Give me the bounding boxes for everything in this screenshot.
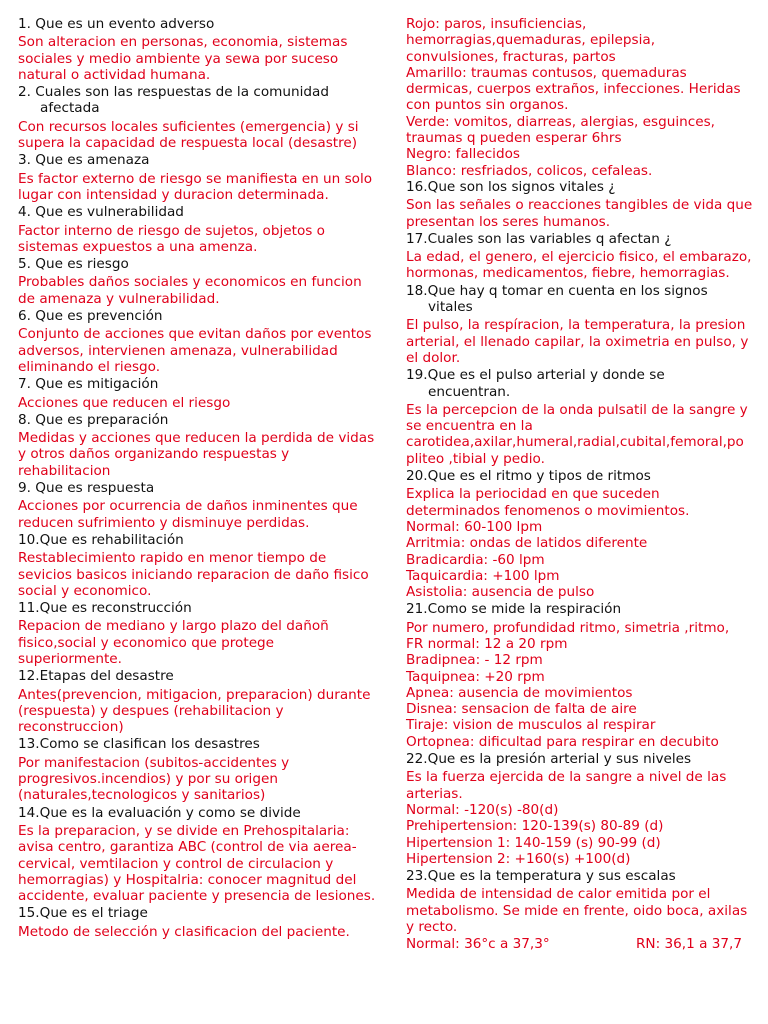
answer-7: Acciones que reducen el riesgo [18,394,231,411]
question-2: 2. Cuales son las respuestas de la comunidad [18,84,329,101]
question-16: 16.Que son los signos vitales ¿ [406,178,616,195]
qa-item-15 [18,905,380,940]
question-23: 23.Que es la temperatura y sus escalas [406,868,676,885]
qa-item-14 [18,805,380,905]
answer-18: El pulso, la respíracion, la temperatura, la presion arterial, el llenado capilar, la oximetria en pulso, y el dolor. [406,317,749,366]
question-9: 9. Que es respuesta [18,480,155,497]
qa-item-12 [18,668,380,735]
question-11: 11.Que es reconstrucción [18,600,192,617]
triage-line: Rojo: paros, insuficiencias, [406,16,587,32]
answer-23: Medida de intensidad de calor emitida por el metabolismo. Se mide en frente, oido boca, axilas y recto. [406,886,748,936]
triage-line: convulsiones, fracturas, partos [406,48,616,65]
qa-item-5 [18,256,380,307]
qa-item-20 [406,468,754,600]
answer-1: Son alteracion en personas, economia, sistemas sociales y medio ambiente ya sewa por suceso natural o actividad humana. [18,34,348,83]
answer-15: Metodo de selección y clasificacion del paciente. [18,923,350,940]
answer-12: Antes(prevencion, mitigacion, preparacion) durante (respuesta) y despues (rehabilitacion y reconstruccion) [18,686,371,736]
triage-line: con puntos sin organos. [406,97,569,114]
question-15: 15.Que es el triage [18,905,148,922]
question-17: 17.Cuales son las variables q afectan ¿ [406,230,672,247]
temperature-newborn: RN: 36,1 a 37,7 [635,936,742,953]
answer-11: Repacion de mediano y largo plazo del dañoñ fisico,social y economico que protege superiormente. [18,618,329,667]
triage-line: Negro: fallecidos [406,146,520,163]
question-2-cont: afectada [40,100,100,117]
qa-item-1 [18,16,380,83]
question-5: 5. Que es riesgo [18,256,129,273]
temperature-normal-row [406,936,754,952]
triage-line: Blanco: resfriados, colicos, cefaleas. [406,162,653,179]
question-10: 10.Que es rehabilitación [18,531,184,548]
qa-item-10 [18,532,380,599]
answer-17: La edad, el genero, el ejercicio fisico, el embarazo, hormonas, medicamentos, fiebre, hemorragias. [406,249,752,282]
qa-item-19 [406,367,754,467]
right-column [388,0,768,1024]
answer-21: Por numero, profundidad ritmo, simetria ,ritmo, FR normal: 12 a 20 rpm Bradipnea: - 12 rpm Taquipnea: +20 rpm Apnea: ausencia de movimientos Disnea: sensacion de falta de aire Tiraje: vision de musculos al respirar Ortopnea: dificultad para respirar en decubito [406,619,730,750]
qa-item-21 [406,601,754,750]
answer-9: Acciones por ocurrencia de daños inminentes que reducen sufrimiento y disminuye perdidas. [18,498,358,531]
qa-item-8 [18,412,380,479]
qa-item-11 [18,600,380,667]
question-12: 12.Etapas del desastre [18,668,174,685]
qa-item-17 [406,231,754,282]
qa-item-4 [18,204,380,255]
qa-item-3 [18,152,380,203]
answer-20: Explica la periocidad en que suceden determinados fenomenos o movimientos. Normal: 60-100 lpm Arritmia: ondas de latidos diferente Bradicardia: -60 lpm Taquicardia: +100 lpm Asistolia: ausencia de pulso [406,486,690,601]
qa-item-16 [406,179,754,230]
question-7: 7. Que es mitigación [18,376,159,393]
qa-item-9 [18,480,380,531]
qa-item-13 [18,736,380,803]
question-4: 4. Que es vulnerabilidad [18,204,184,221]
qa-item-18 [406,283,754,366]
question-21: 21.Como se mide la respiración [406,601,622,618]
qa-item-2 [18,84,380,151]
answer-10: Restablecimiento rapido en menor tiempo de sevicios basicos iniciando reparacion de daño fisico social y economico. [18,550,369,599]
qa-item-6 [18,308,380,375]
qa-item-7 [18,376,380,411]
question-18: 18.Que hay q tomar en cuenta en los signos [406,282,708,299]
triage-line: dermicas, cuerpos extraños, infecciones. Heridas [406,81,741,98]
question-22: 22.Que es la presión arterial y sus niveles [406,751,692,768]
question-19-cont: encuentran. [428,383,511,400]
question-18-cont: vitales [428,299,473,316]
triage-line: Amarillo: traumas contusos, quemaduras [406,64,687,81]
answer-16: Son las señales o reacciones tangibles de vida que presentan los seres humanos. [406,197,753,230]
qa-item-22 [406,751,754,867]
qa-item-23 [406,868,754,952]
question-14: 14.Que es la evaluación y como se divide [18,804,301,821]
answer-13: Por manifestacion (subitos-accidentes y progresivos.incendios) y por su origen (naturales,tecnologicos y sanitarios) [18,754,290,804]
triage-categories [406,16,754,179]
temperature-normal: Normal: 36°c a 37,3° [406,936,550,953]
triage-line: Verde: vomitos, diarreas, alergias, esguinces, [406,113,715,130]
triage-line: traumas q pueden esperar 6hrs [406,130,622,147]
question-13: 13.Como se clasifican los desastres [18,736,260,753]
answer-8: Medidas y acciones que reducen la perdida de vidas y otros daños organizando respuestas y rehabilitacion [18,430,375,479]
answer-14: Es la preparacion, y se divide en Prehospitalaria: avisa centro, garantiza ABC (control de via aerea-cervical, vemtilacion y control de circulacion y hemorragias) y Hospitalria: conocer magnitud del accidente, evaluar paciente y presencia de lesiones. [18,822,376,905]
question-3: 3. Que es amenaza [18,152,150,169]
answer-22: Es la fuerza ejercida de la sangre a nivel de las arterias. Normal: -120(s) -80(d) Prehipertension: 120-139(s) 80-89 (d) Hipertension 1: 140-159 (s) 90-99 (d) Hipertension 2: +160(s) +100(d) [406,769,727,867]
answer-5: Probables daños sociales y economicos en funcion de amenaza y vulnerabilidad. [18,274,362,307]
question-20: 20.Que es el ritmo y tipos de ritmos [406,468,651,485]
answer-4: Factor interno de riesgo de sujetos, objetos o sistemas expuestos a una amenza. [18,222,325,255]
answer-3: Es factor externo de riesgo se manifiesta en un solo lugar con intensidad y duracion determinada. [18,170,373,203]
question-8: 8. Que es preparación [18,411,169,428]
answer-6: Conjunto de acciones que evitan daños por eventos adversos, intervienen amenaza, vulnerabilidad eliminando el riesgo. [18,326,372,375]
triage-line: hemorragias,quemaduras, epilepsia, [406,32,656,49]
question-19: 19.Que es el pulso arterial y donde se [406,367,665,384]
answer-2: Con recursos locales suficientes (emergencia) y si supera la capacidad de respuesta local (desastre) [18,118,359,152]
answer-19: Es la percepcion de la onda pulsatil de la sangre y se encuentra en la carotidea,axilar,humeral,radial,cubital,femoral,po pliteo ,tibial y pedio. [406,401,748,467]
question-1: 1. Que es un evento adverso [18,16,215,32]
question-6: 6. Que es prevención [18,308,163,325]
